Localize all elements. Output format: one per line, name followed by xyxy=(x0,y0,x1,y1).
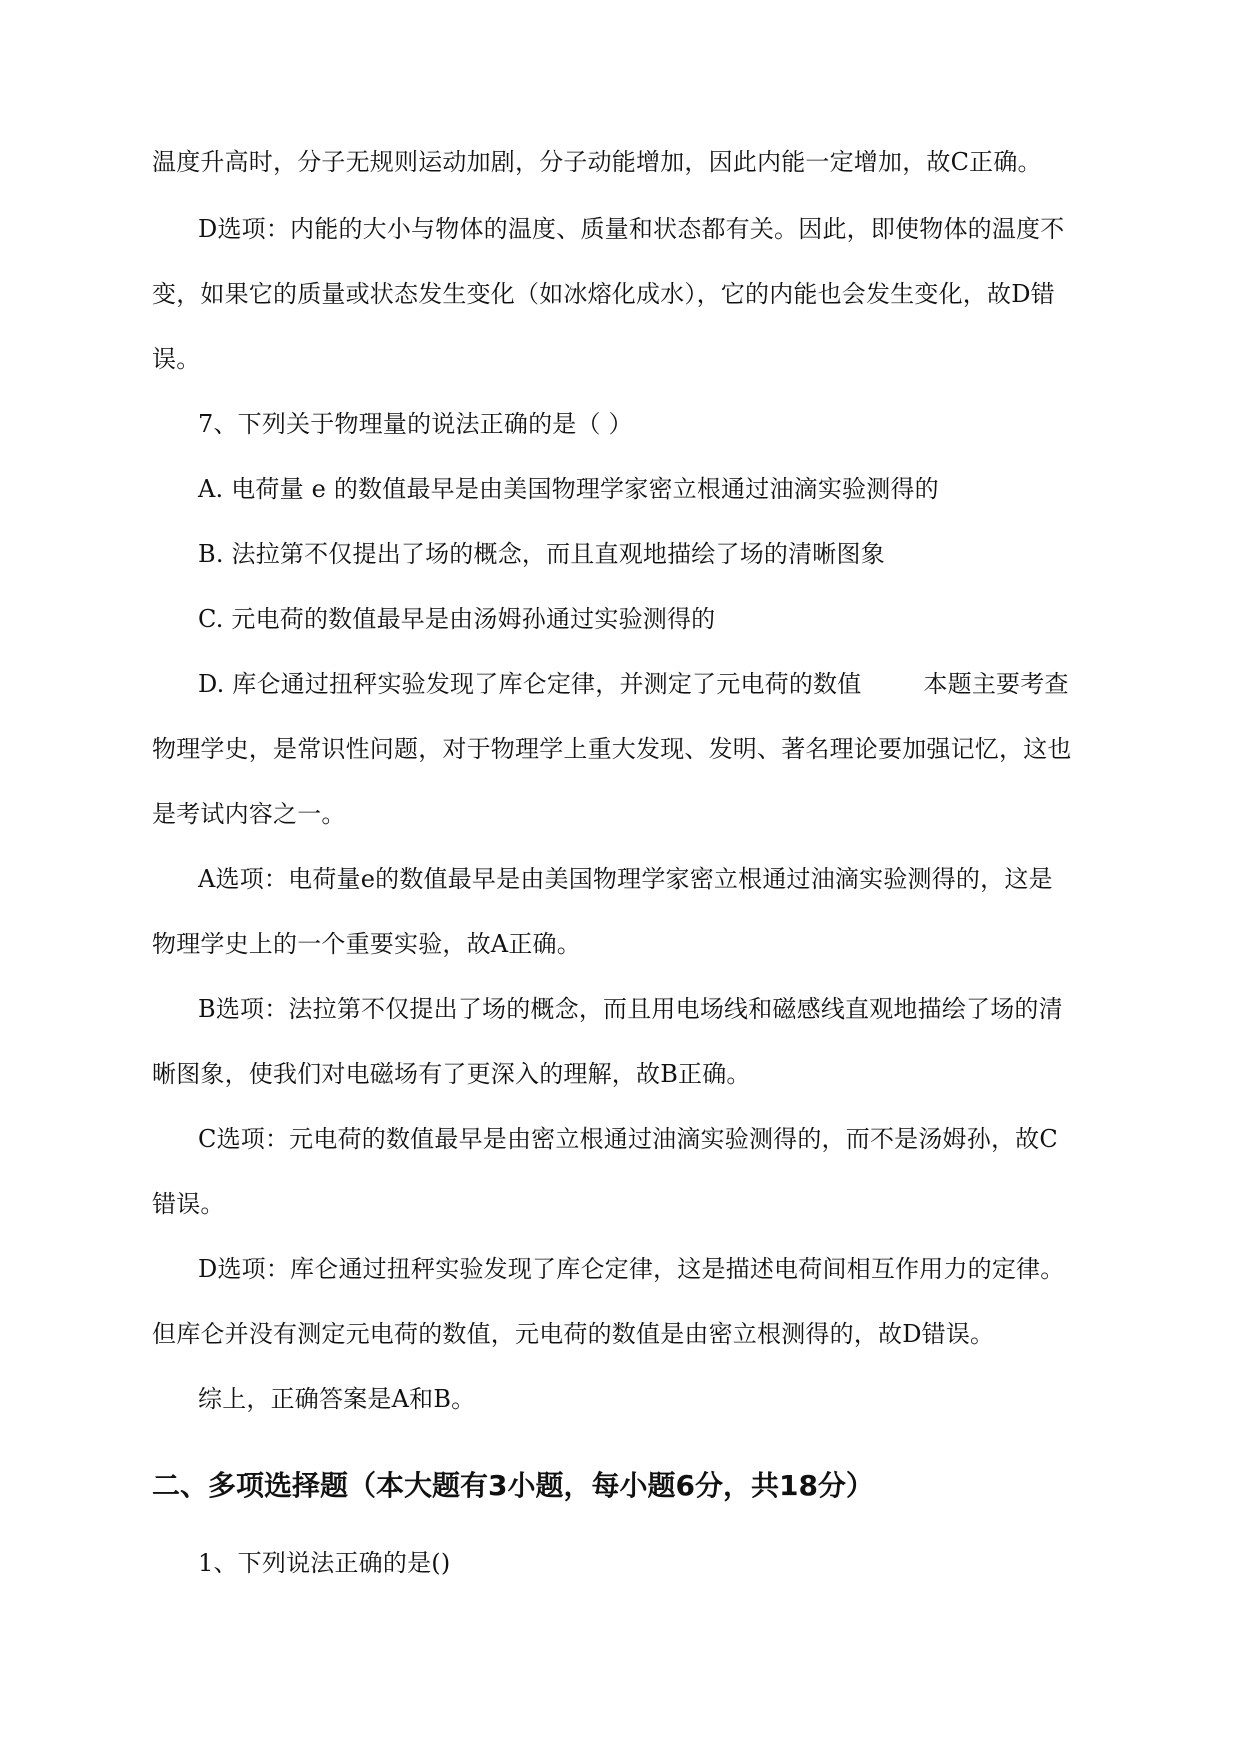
question-7-title: 7、下列关于物理量的说法正确的是（ ） xyxy=(198,410,633,438)
analysis-d-line-1: D选项：库仑通过扭秤实验发现了库仑定律，这是描述电荷间相互作用力的定律。 xyxy=(198,1255,1065,1283)
option-c: C. 元电荷的数值最早是由汤姆孙通过实验测得的 xyxy=(198,605,716,633)
analysis-b-line-1: B选项：法拉第不仅提出了场的概念，而且用电场线和磁感线直观地描绘了场的清 xyxy=(198,995,1063,1023)
question-1-title: 1、下列说法正确的是() xyxy=(198,1549,451,1577)
paragraph-line: 温度升高时，分子无规则运动加剧，分子动能增加，因此内能一定增加，故C正确。 xyxy=(152,148,1042,176)
analysis-c-line-2: 错误。 xyxy=(152,1190,225,1218)
option-d: D. 库仑通过扭秤实验发现了库仑定律，并测定了元电荷的数值 xyxy=(198,670,862,698)
conclusion: 综上，正确答案是A和B。 xyxy=(198,1385,476,1413)
option-b: B. 法拉第不仅提出了场的概念，而且直观地描绘了场的清晰图象 xyxy=(198,540,885,568)
option-a: A. 电荷量 e 的数值最早是由美国物理学家密立根通过油滴实验测得的 xyxy=(198,475,939,503)
analysis-d-line-2: 但库仑并没有测定元电荷的数值，元电荷的数值是由密立根测得的，故D错误。 xyxy=(152,1320,995,1348)
paragraph-line: 是考试内容之一。 xyxy=(152,800,346,828)
analysis-a-line-1: A选项：电荷量e的数值最早是由美国物理学家密立根通过油滴实验测得的，这是 xyxy=(198,865,1053,893)
analysis-c-line-1: C选项：元电荷的数值最早是由密立根通过油滴实验测得的，而不是汤姆孙，故C xyxy=(198,1125,1058,1153)
paragraph-line: D选项：内能的大小与物体的温度、质量和状态都有关。因此，即使物体的温度不 xyxy=(198,215,1065,243)
analysis-intro: 本题主要考查 xyxy=(923,670,1069,698)
section-heading: 二、多项选择题（本大题有3小题，每小题6分，共18分） xyxy=(152,1469,874,1502)
paragraph-line: 误。 xyxy=(152,345,201,373)
analysis-b-line-2: 晰图象，使我们对电磁场有了更深入的理解，故B正确。 xyxy=(152,1060,751,1088)
option-d-and-analysis-start xyxy=(198,668,1069,700)
analysis-a-line-2: 物理学史上的一个重要实验，故A正确。 xyxy=(152,930,581,958)
paragraph-line: 物理学史，是常识性问题，对于物理学上重大发现、发明、著名理论要加强记忆，这也 xyxy=(152,735,1072,763)
paragraph-line: 变，如果它的质量或状态发生变化（如冰熔化成水），它的内能也会发生变化，故D错 xyxy=(152,280,1055,308)
